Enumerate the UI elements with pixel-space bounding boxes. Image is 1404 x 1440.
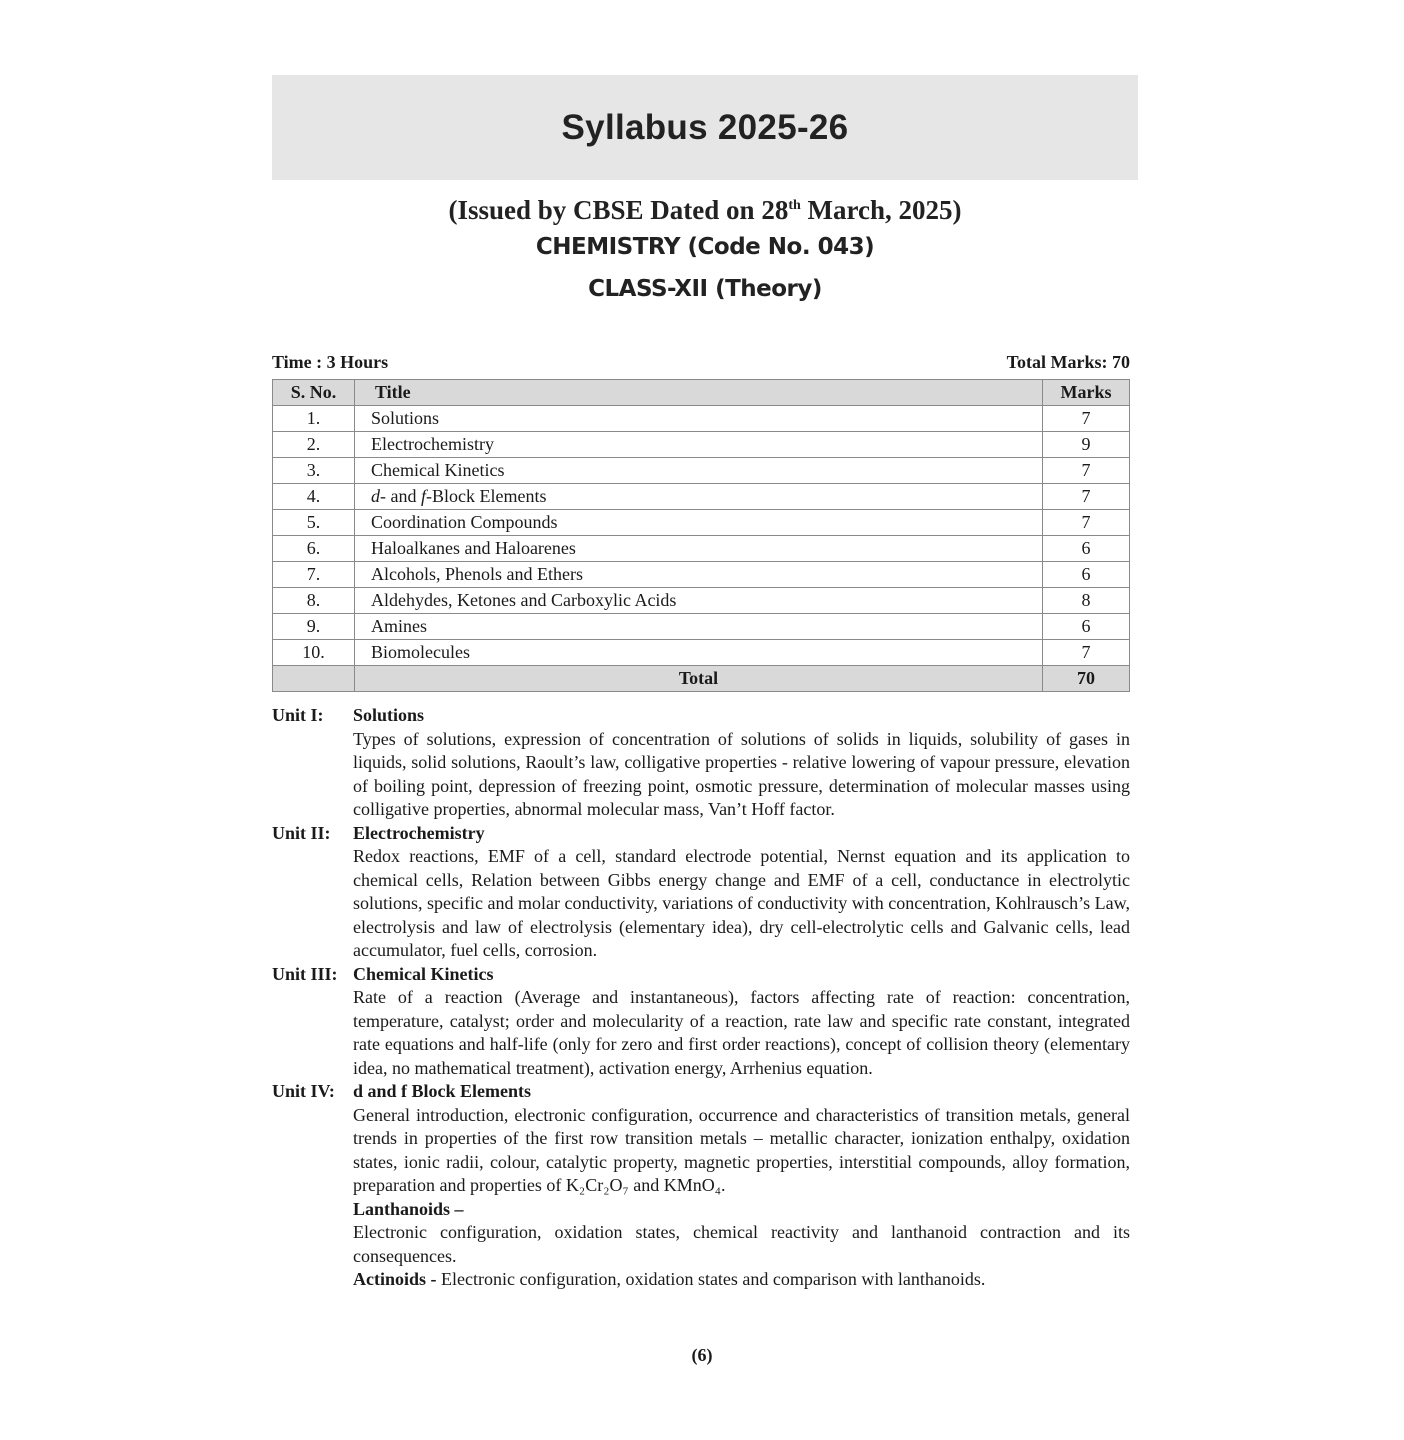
- unit-text: Types of solutions, expression of concentration of solutions of solids in liquids, solubility of gases in liquids, solid solutions, Raoult’s law, colligative properties - relative lowering of vapour pressure, elevation of boiling point, depression of freezing point, osmotic pressure, determination of molecular masses using colligative properties, abnormal molecular mass, Van’t Hoff factor.: [353, 728, 1130, 819]
- row-marks: 6: [1043, 562, 1130, 588]
- table-row: [273, 536, 1130, 562]
- table-row: [273, 588, 1130, 614]
- row-marks: 9: [1043, 432, 1130, 458]
- formula-kmno4: KMnO₄: [663, 1175, 722, 1195]
- unit-title: Chemical Kinetics: [353, 963, 494, 984]
- unit-2: [272, 822, 1130, 963]
- row-sno: 4.: [273, 484, 355, 510]
- row-sno: 6.: [273, 536, 355, 562]
- table-row: [273, 614, 1130, 640]
- table-row: [273, 432, 1130, 458]
- table-header-row: [273, 380, 1130, 406]
- unit-list: [272, 704, 1130, 1292]
- total-empty-cell: [273, 666, 355, 692]
- issued-prefix: (Issued by CBSE Dated on 28: [448, 195, 789, 225]
- unit-text-main: General introduction, electronic configuration, occurrence and characteristics of transition metals, general trends in properties of the first row transition metals – metallic character, ionization enthalpy, oxidation states, ionic radii, colour, catalytic property, magnetic properties, interstitial compounds, alloy formation, preparation and properties of: [353, 1104, 1130, 1195]
- row-sno: 9.: [273, 614, 355, 640]
- unit-title: Solutions: [353, 705, 425, 725]
- row-title: Alcohols, Phenols and Ethers: [355, 562, 1043, 588]
- unit-text: [353, 1104, 1130, 1198]
- header-title: Title: [355, 380, 1043, 406]
- row-sno: 7.: [273, 562, 355, 588]
- text-end: .: [721, 1175, 726, 1195]
- issued-line: [272, 188, 1138, 228]
- row-title: Solutions: [355, 406, 1043, 432]
- title-italic-d: d: [371, 486, 380, 506]
- header-marks: Marks: [1043, 380, 1130, 406]
- unit-text: Rate of a reaction (Average and instantaneous), factors affecting rate of reaction: concentration, temperature, catalyst; order and molecularity of a reaction, rate law and specific rate constant, integrated rate equations and half-life (only for zero and first order reactions), concept of collision theory (elementary idea, no mathematical treatment), activation energy, Arrhenius equation.: [353, 987, 1130, 1078]
- actinoids-title: Actinoids -: [353, 1269, 437, 1289]
- row-marks: 7: [1043, 406, 1130, 432]
- row-marks: 8: [1043, 588, 1130, 614]
- row-marks: 7: [1043, 510, 1130, 536]
- row-title: Amines: [355, 614, 1043, 640]
- time-label: Time : 3 Hours: [272, 352, 389, 372]
- table-row: [273, 484, 1130, 510]
- row-title: Haloalkanes and Haloarenes: [355, 536, 1043, 562]
- formula-joiner: and: [628, 1175, 664, 1195]
- title-banner: [272, 75, 1138, 180]
- title-rest: -Block Elements: [426, 486, 547, 506]
- unit-label: Unit III:: [272, 963, 338, 984]
- row-marks: 6: [1043, 614, 1130, 640]
- page-title: Syllabus 2025-26: [561, 107, 849, 147]
- lanthanoids-text: Electronic configuration, oxidation states, chemical reactivity and lanthanoid contraction and its consequences.: [353, 1222, 1130, 1266]
- table-row: [273, 510, 1130, 536]
- table-row: [273, 406, 1130, 432]
- title-italic-f: f: [420, 486, 426, 506]
- total-marks-label: Total Marks: 70: [1006, 352, 1130, 372]
- unit-title: d and f Block Elements: [353, 1081, 532, 1101]
- unit-4: [272, 1080, 1130, 1292]
- row-sno: 2.: [273, 432, 355, 458]
- unit-label: Unit IV:: [272, 1081, 335, 1101]
- row-marks: 6: [1043, 536, 1130, 562]
- row-sno: 5.: [273, 510, 355, 536]
- marks-table: [272, 379, 1130, 692]
- table-total-row: [273, 666, 1130, 692]
- row-title: [355, 484, 1043, 510]
- row-title: Biomolecules: [355, 640, 1043, 666]
- row-title: Aldehydes, Ketones and Carboxylic Acids: [355, 588, 1043, 614]
- row-title: Coordination Compounds: [355, 510, 1043, 536]
- total-value: 70: [1043, 666, 1130, 692]
- unit-title: Electrochemistry: [353, 822, 485, 843]
- row-marks: 7: [1043, 458, 1130, 484]
- issued-suffix: March, 2025): [800, 195, 962, 225]
- row-marks: 7: [1043, 484, 1130, 510]
- table-row: [273, 640, 1130, 666]
- table-row: [273, 458, 1130, 484]
- unit-text: Redox reactions, EMF of a cell, standard electrode potential, Nernst equation and its application to chemical cells, Relation between Gibbs energy change and EMF of a cell, conductance in electrolytic solutions, specific and molar conductivity, variations of conductivity with concentration, Kohlrausch’s Law, electrolysis and law of electrolysis (elementary idea), dry cell-electrolytic cells and Galvanic cells, lead accumulator, fuel cells, corrosion.: [353, 846, 1130, 960]
- unit-1: [272, 704, 1130, 822]
- row-sno: 3.: [273, 458, 355, 484]
- actinoids-line: [353, 1268, 1130, 1292]
- formula-k2cr2o7: K₂Cr₂O₇: [565, 1175, 629, 1195]
- row-marks: 7: [1043, 640, 1130, 666]
- header-sno: S. No.: [273, 380, 355, 406]
- total-label: Total: [355, 666, 1043, 692]
- subject-heading: CHEMISTRY (Code No. 043): [535, 234, 875, 260]
- table-row: [273, 562, 1130, 588]
- row-title: Chemical Kinetics: [355, 458, 1043, 484]
- title-mid: - and: [380, 486, 421, 506]
- unit-3: [272, 963, 1130, 1081]
- row-sno: 10.: [273, 640, 355, 666]
- lanthanoids-title: Lanthanoids –: [353, 1198, 464, 1219]
- row-title: Electrochemistry: [355, 432, 1043, 458]
- syllabus-page: [272, 75, 1138, 1292]
- exam-meta: [272, 351, 1130, 373]
- unit-label: Unit I:: [272, 705, 324, 725]
- issued-sup: th: [788, 198, 801, 213]
- unit-label: Unit II:: [272, 822, 331, 843]
- actinoids-text: Electronic configuration, oxidation states and comparison with lanthanoids.: [436, 1269, 986, 1289]
- class-heading: CLASS-XII (Theory): [588, 276, 822, 302]
- row-sno: 1.: [273, 406, 355, 432]
- row-sno: 8.: [273, 588, 355, 614]
- page-number: (6): [691, 1345, 713, 1365]
